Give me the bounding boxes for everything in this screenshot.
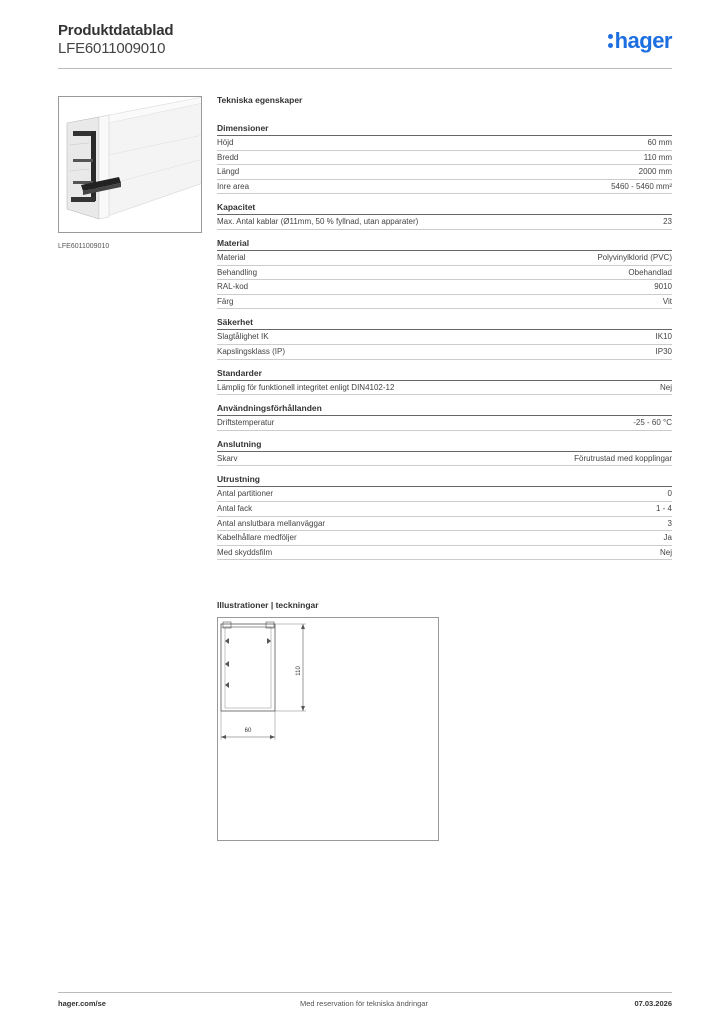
- spec-value: Nej: [659, 547, 672, 557]
- section-title: Kapacitet: [217, 202, 672, 215]
- spec-row: [217, 136, 672, 151]
- section-title: Användningsförhållanden: [217, 403, 672, 416]
- spec-section: [217, 317, 672, 359]
- spec-row: [217, 502, 672, 517]
- product-image: [58, 96, 202, 233]
- spec-value: Polyvinylklorid (PVC): [597, 252, 672, 262]
- spec-value: Vit: [662, 296, 672, 306]
- spec-label: Bredd: [217, 152, 239, 162]
- spec-value: 60 mm: [647, 138, 672, 147]
- spec-label: Inre area: [217, 181, 250, 191]
- spec-label: Färg: [217, 296, 234, 306]
- spec-value: 0: [667, 489, 672, 499]
- spec-label: Behandling: [217, 267, 258, 277]
- spec-row: [217, 531, 672, 546]
- spec-row: [217, 165, 672, 180]
- spec-label: Skarv: [217, 453, 238, 463]
- spec-row: [217, 215, 672, 230]
- spec-row: [217, 266, 672, 281]
- spec-row: [217, 295, 672, 310]
- spec-section: [217, 123, 672, 194]
- spec-value: Ja: [663, 533, 672, 543]
- spec-label: Kapslingsklass (IP): [217, 346, 286, 356]
- spec-row: [217, 180, 672, 195]
- width-dimension-label: 60: [244, 728, 252, 734]
- image-caption: LFE6011009010: [58, 243, 110, 250]
- spec-value: 3: [667, 518, 672, 528]
- spec-label: Med skyddsfilm: [217, 547, 273, 557]
- spec-row: [217, 330, 672, 345]
- spec-label: Material: [217, 252, 246, 262]
- spec-row: [217, 546, 672, 561]
- spec-value: 9010: [654, 282, 672, 292]
- spec-value: IK10: [655, 332, 672, 342]
- section-title: Säkerhet: [217, 317, 672, 330]
- spec-section: [217, 368, 672, 396]
- spec-value: 5460 - 5460 mm²: [611, 181, 672, 191]
- spec-value: IP30: [655, 346, 672, 356]
- section-title: Utrustning: [217, 474, 672, 487]
- spec-label: Höjd: [217, 138, 234, 147]
- cable-trunking-illustration: [59, 97, 202, 233]
- section-title: Anslutning: [217, 439, 672, 452]
- logo-text: hager: [614, 28, 672, 53]
- footer-disclaimer: Med reservation för tekniska ändringar: [300, 999, 428, 1008]
- section-title: Material: [217, 238, 672, 251]
- specs-title: Tekniska egenskaper: [217, 95, 303, 105]
- section-title: Dimensioner: [217, 123, 672, 136]
- spec-value: 23: [663, 217, 672, 227]
- spec-label: RAL-kod: [217, 282, 249, 292]
- logo-dots-icon: [608, 34, 613, 48]
- spec-section: [217, 238, 672, 309]
- spec-label: Antal partitioner: [217, 489, 274, 499]
- spec-label: Slagtålighet IK: [217, 332, 269, 342]
- header-divider: [58, 68, 672, 69]
- spec-section: [217, 403, 672, 431]
- page-header: [58, 22, 672, 70]
- spec-section: [217, 474, 672, 560]
- spec-row: [217, 416, 672, 431]
- spec-row: [217, 345, 672, 360]
- spec-label: Driftstemperatur: [217, 418, 275, 428]
- spec-value: 110 mm: [643, 152, 672, 162]
- product-code: LFE6011009010: [58, 40, 166, 57]
- spec-row: [217, 487, 672, 502]
- spec-value: -25 - 60 °C: [633, 418, 672, 428]
- spec-row: [217, 280, 672, 295]
- spec-value: Obehandlad: [628, 267, 672, 277]
- technical-specifications: [217, 95, 672, 568]
- spec-value: Förutrustad med kopplingar: [574, 453, 672, 463]
- height-dimension-label: 110: [296, 666, 302, 676]
- dimension-drawing: [218, 618, 440, 842]
- footer-website: hager.com/se: [58, 999, 106, 1008]
- spec-label: Lämplig för funktionell integritet enligt DIN4102-12: [217, 382, 395, 392]
- footer-date: 07.03.2026: [634, 999, 672, 1008]
- spec-row: [217, 251, 672, 266]
- footer-divider: [58, 992, 672, 993]
- spec-label: Kabelhållare medföljer: [217, 533, 297, 543]
- spec-label: Antal anslutbara mellanväggar: [217, 518, 326, 528]
- spec-section: [217, 439, 672, 467]
- spec-value: Nej: [659, 382, 672, 392]
- spec-value: 2000 mm: [638, 167, 672, 177]
- section-title: Standarder: [217, 368, 672, 381]
- hager-logo: [608, 28, 672, 54]
- illustrations-frame: [217, 617, 439, 841]
- spec-row: [217, 381, 672, 396]
- spec-row: [217, 151, 672, 166]
- spec-sections: [217, 123, 672, 560]
- spec-value: 1 - 4: [655, 503, 672, 513]
- spec-label: Antal fack: [217, 503, 253, 513]
- spec-row: [217, 517, 672, 532]
- document-title: Produktdatablad: [58, 22, 174, 39]
- spec-section: [217, 202, 672, 230]
- spec-label: Max. Antal kablar (Ø11mm, 50 % fyllnad, utan apparater): [217, 217, 419, 227]
- spec-label: Längd: [217, 167, 240, 177]
- spec-row: [217, 452, 672, 467]
- illustrations-title: Illustrationer | teckningar: [217, 600, 319, 610]
